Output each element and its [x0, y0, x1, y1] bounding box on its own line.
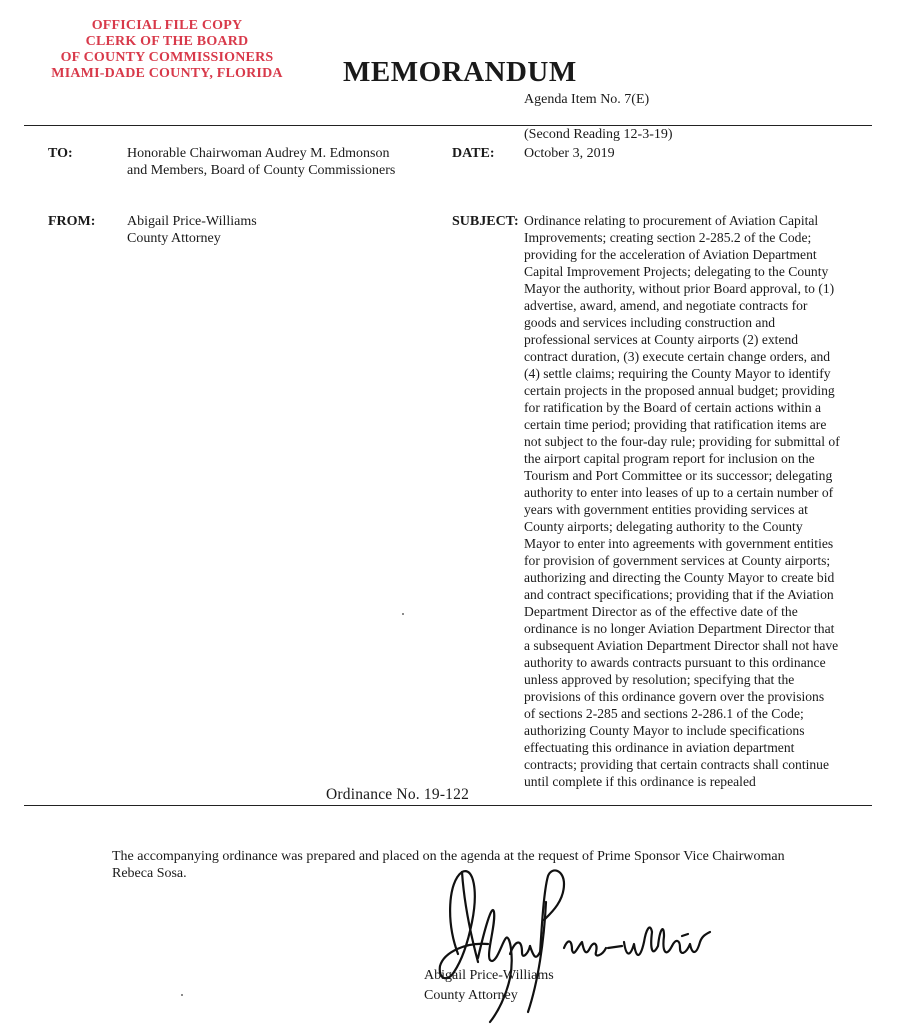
scan-speck — [181, 994, 183, 996]
subject-line: Ordinance relating to procurement of Aviation Capital — [524, 213, 819, 228]
subject-text — [524, 212, 874, 790]
ordinance-number: Ordinance No. 19-122 — [326, 786, 470, 803]
subject-line: provisions of this ordinance govern over the provisions — [524, 689, 825, 704]
subject-line: certain projects in the proposed annual budget; providing — [524, 383, 835, 398]
to-line-2: and Members, Board of County Commissioners — [127, 163, 396, 178]
from-line-2: County Attorney — [127, 231, 221, 246]
from-line-1: Abigail Price-Williams — [127, 214, 257, 229]
subject-line: for ratification by the Board of certain actions within a — [524, 400, 822, 415]
stamp-line-2: CLERK OF THE BOARD — [85, 34, 249, 49]
subject-line: for provision of government services at County airports; — [524, 553, 831, 568]
subject-line: of sections 2-285 and sections 2-286.1 of the Code; — [524, 706, 804, 721]
signature-title: County Attorney — [424, 988, 518, 1003]
from-label: FROM: — [48, 214, 96, 229]
to-line-1: Honorable Chairwoman Audrey M. Edmonson — [127, 146, 390, 161]
subject-line: contract duration, (3) execute certain change orders, and — [524, 349, 831, 364]
subject-label: SUBJECT: — [452, 214, 519, 229]
subject-line: until complete if this ordinance is repealed — [524, 774, 756, 789]
agenda-item-number: Agenda Item No. 7(E) — [524, 92, 650, 107]
second-reading-note: (Second Reading 12-3-19) — [524, 127, 673, 142]
note-line-2: Rebeca Sosa. — [112, 866, 187, 881]
to-label: TO: — [48, 146, 73, 161]
subject-line: authority to awards contracts pursuant to this ordinance — [524, 655, 826, 670]
memorandum-title: MEMORANDUM — [343, 56, 577, 88]
subject-line: County airports; delegating authority to the County — [524, 519, 803, 534]
subject-line: providing for the acceleration of Aviation Department — [524, 247, 817, 262]
subject-line: Department Director as of the effective date of the — [524, 604, 798, 619]
subject-line: years with government entities providing services at — [524, 502, 808, 517]
footer-divider — [24, 805, 872, 806]
subject-line: Mayor the authority, without prior Board approval, to (1) — [524, 281, 835, 296]
subject-line: not subject to the four-day rule; providing for submittal of — [524, 434, 840, 449]
stamp-line-4: MIAMI-DADE COUNTY, FLORIDA — [51, 66, 283, 81]
date-label: DATE: — [452, 146, 495, 161]
subject-line: advertise, award, amend, and negotiate contracts for — [524, 298, 808, 313]
subject-line: authorizing and directing the County Mayor to create bid — [524, 570, 835, 585]
subject-line: authorizing County Mayor to include specifications — [524, 723, 805, 738]
subject-line: professional services at County airports (2) extend — [524, 332, 799, 347]
note-line-1: The accompanying ordinance was prepared and placed on the agenda at the request of Prime Sponsor Vice Chairwoman — [112, 849, 785, 864]
subject-line: authority to enter into leases of up to a certain number of — [524, 485, 834, 500]
subject-line: contracts; providing that certain contracts shall continue — [524, 757, 830, 772]
subject-line: a subsequent Aviation Department Director shall not have — [524, 638, 839, 653]
subject-line: effectuating this ordinance in aviation department — [524, 740, 795, 755]
subject-line: ordinance is no longer Aviation Department Director that — [524, 621, 835, 636]
subject-line: (4) settle claims; requiring the County Mayor to identify — [524, 366, 831, 381]
subject-line: unless approved by resolution; specifying that the — [524, 672, 795, 687]
subject-line: the airport capital program report for inclusion on the — [524, 451, 815, 466]
to-recipient — [127, 145, 427, 179]
header-divider — [24, 125, 872, 126]
date-value: October 3, 2019 — [524, 146, 615, 161]
scan-speck — [402, 613, 404, 615]
subject-line: Improvements; creating section 2-285.2 of the Code; — [524, 230, 812, 245]
subject-line: and contract specifications; providing that if the Aviation — [524, 587, 834, 602]
official-file-copy-stamp — [22, 18, 312, 82]
from-sender — [127, 213, 387, 247]
signature-name: Abigail Price-Williams — [424, 968, 554, 983]
subject-line: Mayor to enter into agreements with government entities — [524, 536, 834, 551]
subject-line: Tourism and Port Committee or its successor; delegating — [524, 468, 833, 483]
subject-line: certain time period; providing that ratification items are — [524, 417, 827, 432]
stamp-line-3: OF COUNTY COMMISSIONERS — [60, 50, 274, 65]
subject-line: goods and services including construction and — [524, 315, 776, 330]
stamp-line-1: OFFICIAL FILE COPY — [91, 18, 243, 33]
subject-line: Capital Improvement Projects; delegating to the County — [524, 264, 829, 279]
